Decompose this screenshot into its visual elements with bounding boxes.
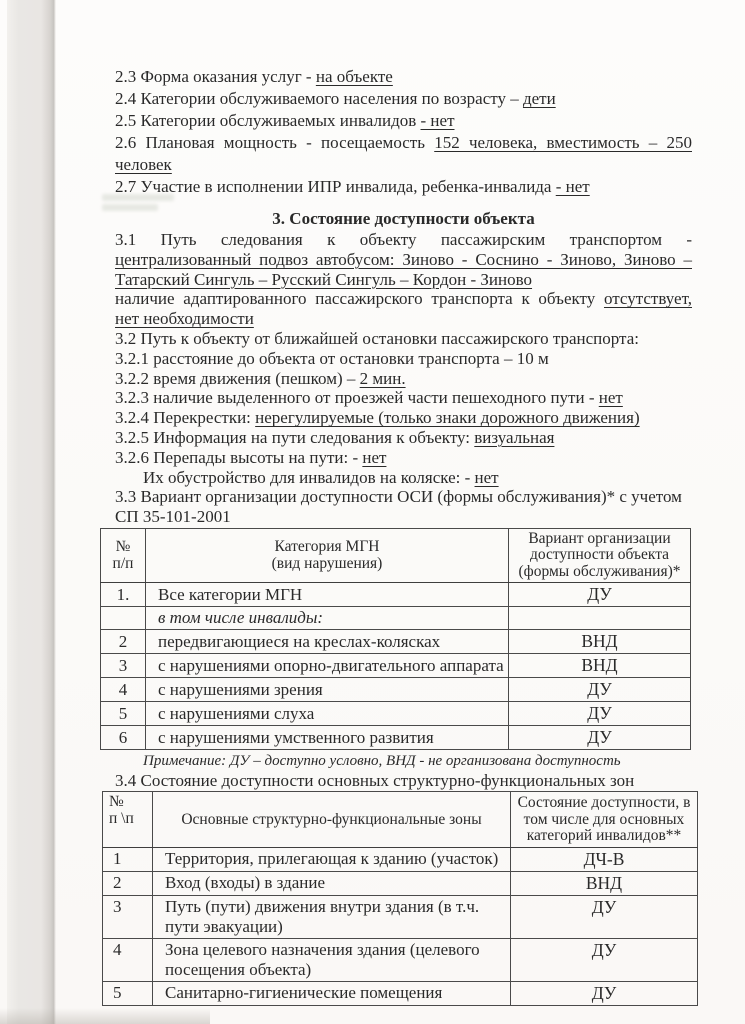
field-value: визуальная xyxy=(474,427,555,447)
field-3-3-continued xyxy=(115,507,692,527)
section-3-fields xyxy=(115,230,692,527)
header-num: № п/п xyxy=(101,528,146,583)
scan-corner-shadow xyxy=(0,1008,210,1024)
table-header-row xyxy=(103,792,698,848)
field-2-6-continued xyxy=(115,154,692,176)
table-row: 3 с нарушениями опорно-двигательного аппарата ВНД xyxy=(101,654,691,678)
field-value: на объекте xyxy=(315,67,393,86)
field-label: 3.2.2 время движения (пешком) – xyxy=(115,368,360,388)
field-label: 2.7 Участие в исполнении ИПР инвалида, ребенка-инвалида xyxy=(115,177,556,196)
field-3-1 xyxy=(115,230,692,250)
field-label: 3.2.1 расстояние до объекта от остановки транспорта – 10 м xyxy=(115,348,549,368)
field-label: 3.2 Путь к объекту от ближайшей остановки пассажирского транспорта: xyxy=(115,328,639,348)
field-2-5 xyxy=(115,110,692,132)
field-label: 3.2.3 наличие выделенного от проезжей части пешеходного пути - xyxy=(115,388,599,408)
field-value: нет xyxy=(474,467,499,487)
field-3-2-1 xyxy=(115,349,692,369)
field-value: нерегулируемые (только знаки дорожного движения) xyxy=(255,408,640,428)
field-2-6 xyxy=(115,132,692,154)
field-value: отсутствует, xyxy=(603,289,692,309)
field-value: Татарский Сингуль – Русский Сингуль – Кордон - Зиново xyxy=(115,269,533,289)
document-body xyxy=(109,66,692,1006)
section-3-title: 3. Состояние доступности объекта xyxy=(272,209,535,228)
field-3-1-route-line1 xyxy=(115,250,692,270)
header-accessibility-state: Состояние доступности, в том числе для основных категорий инвалидов** xyxy=(511,792,698,848)
section-2-fields xyxy=(115,66,692,198)
field-label: наличие адаптированного пассажирского транспорта к объекту xyxy=(115,289,604,309)
structural-zones-accessibility-table xyxy=(102,791,698,1006)
field-label: 3.1 Путь следования к объекту пассажирским транспортом - xyxy=(115,230,692,249)
field-label: 2.3 Форма оказания услуг - xyxy=(115,67,316,86)
table-row: 5 с нарушениями слуха ДУ xyxy=(101,702,691,726)
field-label: 3.2.4 Перекрестки: xyxy=(115,408,256,428)
field-value: нет xyxy=(362,447,387,467)
field-label: 2.6 Плановая мощность - посещаемость xyxy=(115,133,435,152)
field-label: СП 35-101-2001 xyxy=(115,507,231,527)
table-row: 2 Вход (входы) в здание ВНД xyxy=(103,872,698,896)
header-variant: Вариант организации доступности объекта (формы обслуживания)* xyxy=(509,528,691,583)
field-3-2-3 xyxy=(115,388,692,408)
field-value: - нет xyxy=(555,177,590,196)
field-value: нет xyxy=(598,388,623,408)
field-2-4 xyxy=(115,88,692,110)
field-3-2-5 xyxy=(115,428,692,448)
field-value: 152 человека, вместимость – 250 xyxy=(434,133,692,152)
field-value: дети xyxy=(522,89,556,108)
table-row: 4 с нарушениями зрения ДУ xyxy=(101,678,691,702)
field-2-7 xyxy=(115,176,692,198)
field-value: - нет xyxy=(420,111,455,130)
field-value: нет необходимости xyxy=(115,309,254,329)
header-num: № п \п xyxy=(103,792,153,848)
field-value: 2 мин. xyxy=(359,368,406,388)
field-3-3 xyxy=(115,487,692,507)
field-3-4: 3.4 Состояние доступности основных структурно-функциональных зон xyxy=(115,771,635,791)
mgn-category-accessibility-table xyxy=(100,528,691,751)
header-zones: Основные структурно-функциональные зоны xyxy=(153,792,511,848)
field-adapted-transport-continued xyxy=(115,309,692,329)
field-label: 3.2.5 Информация на пути следования к объекту: xyxy=(115,427,475,447)
field-value: человек xyxy=(115,155,172,174)
header-category: Категория МГН (вид нарушения) xyxy=(146,528,509,583)
field-label: Их обустройство для инвалидов на коляске: - xyxy=(143,467,475,487)
field-adapted-transport xyxy=(115,289,692,309)
field-3-2-4 xyxy=(115,408,692,428)
field-2-3 xyxy=(115,66,692,88)
table-note: Примечание: ДУ – доступно условно, ВНД - не организована доступность xyxy=(143,753,621,770)
scan-edge-line xyxy=(54,0,56,1024)
table-row: 1. Все категории МГН ДУ xyxy=(101,583,691,607)
field-label: 2.5 Категории обслуживаемых инвалидов xyxy=(115,111,421,130)
table-header-row xyxy=(101,528,691,583)
field-label: 3.3 Вариант организации доступности ОСИ (формы обслуживания)* с учетом xyxy=(115,487,682,507)
field-3-2-6 xyxy=(115,448,692,468)
table-row: 3 Путь (пути) движения внутри здания (в т.ч. пути эвакуации) ДУ xyxy=(103,896,698,939)
table-row: 4 Зона целевого назначения здания (целевого посещения объекта) ДУ xyxy=(103,939,698,982)
field-label: 3.2.6 Перепады высоты на пути: - xyxy=(115,447,363,467)
field-label: 2.4 Категории обслуживаемого населения по возрасту – xyxy=(115,89,523,108)
table-row: 6 с нарушениями умственного развития ДУ xyxy=(101,726,691,750)
table-row: 2 передвигающиеся на креслах-колясках ВНД xyxy=(101,630,691,654)
table-row: в том числе инвалиды: xyxy=(101,607,691,630)
table-row: 1 Территория, прилегающая к зданию (участок) ДЧ-В xyxy=(103,848,698,872)
field-wheelchair-equipment xyxy=(115,468,692,488)
field-value: централизованный подвоз автобусом: Зиново - Соснино - Зиново, Зиново – xyxy=(115,249,692,269)
field-3-1-route-line2 xyxy=(115,270,692,290)
field-3-2 xyxy=(115,329,692,349)
scan-edge-band xyxy=(7,0,54,1024)
field-3-2-2 xyxy=(115,369,692,389)
table-row: 5 Санитарно-гигиенические помещения ДУ xyxy=(103,982,698,1006)
